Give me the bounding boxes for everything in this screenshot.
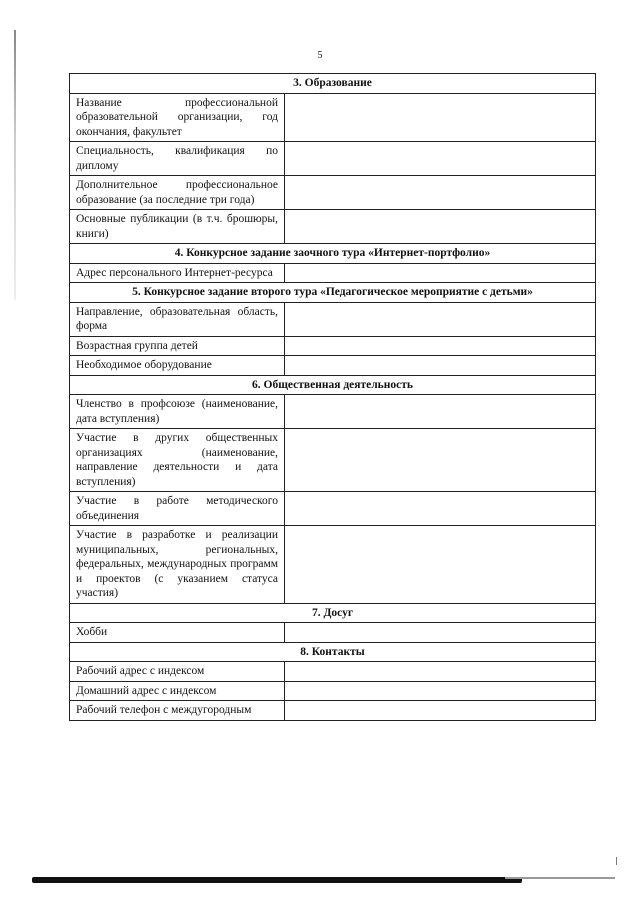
form-row-home-address	[70, 681, 596, 701]
field-label: Участие в других общественных организациях (наименование, направление деятельности и дата вступления)	[70, 429, 285, 492]
scan-border-bar	[32, 877, 522, 883]
form-row-methodological-association	[70, 492, 596, 526]
field-value-cell[interactable]	[285, 176, 596, 210]
field-label: Направление, образовательная область, форма	[70, 302, 285, 336]
scan-speck	[616, 857, 617, 865]
field-value-cell[interactable]	[285, 356, 596, 376]
form-row-equipment	[70, 356, 596, 376]
section-row-internet-portfolio	[70, 244, 596, 264]
form-row-programs-participation	[70, 526, 596, 604]
field-label: Членство в профсоюзе (наименование, дата вступления)	[70, 395, 285, 429]
field-label: Основные публикации (в т.ч. брошюры, книги)	[70, 210, 285, 244]
field-label: Название профессиональной образовательной организации, год окончания, факультет	[70, 93, 285, 142]
section-heading: 6. Общественная деятельность	[70, 375, 596, 395]
scan-border-tail	[505, 877, 615, 879]
field-value-cell[interactable]	[285, 263, 596, 283]
field-value-cell[interactable]	[285, 142, 596, 176]
field-value-cell[interactable]	[285, 302, 596, 336]
section-heading: 3. Образование	[70, 74, 596, 94]
field-value-cell[interactable]	[285, 395, 596, 429]
form-row-work-address	[70, 662, 596, 682]
form-row-additional-education	[70, 176, 596, 210]
field-label: Возрастная группа детей	[70, 336, 285, 356]
field-value-cell[interactable]	[285, 681, 596, 701]
form-row-hobby	[70, 623, 596, 643]
form-row-internet-resource	[70, 263, 596, 283]
field-value-cell[interactable]	[285, 492, 596, 526]
form-row-union-membership	[70, 395, 596, 429]
scan-edge-mark	[14, 30, 16, 300]
field-label: Специальность, квалификация по диплому	[70, 142, 285, 176]
form-row-direction	[70, 302, 596, 336]
form-row-other-organizations	[70, 429, 596, 492]
section-heading: 5. Конкурсное задание второго тура «Педагогическое мероприятие с детьми»	[70, 283, 596, 303]
field-label: Хобби	[70, 623, 285, 643]
section-heading: 8. Контакты	[70, 642, 596, 662]
field-label: Домашний адрес с индексом	[70, 681, 285, 701]
field-value-cell[interactable]	[285, 701, 596, 721]
field-value-cell[interactable]	[285, 210, 596, 244]
form-row-work-phone	[70, 701, 596, 721]
form-row-age-group	[70, 336, 596, 356]
field-label: Необходимое оборудование	[70, 356, 285, 376]
field-label: Рабочий адрес с индексом	[70, 662, 285, 682]
field-value-cell[interactable]	[285, 662, 596, 682]
application-form-table	[69, 73, 596, 721]
form-row-specialty	[70, 142, 596, 176]
field-value-cell[interactable]	[285, 336, 596, 356]
section-heading: 7. Досуг	[70, 603, 596, 623]
section-row-public-activity	[70, 375, 596, 395]
field-value-cell[interactable]	[285, 526, 596, 604]
section-row-contacts	[70, 642, 596, 662]
form-row-institution	[70, 93, 596, 142]
section-heading: 4. Конкурсное задание заочного тура «Интернет-портфолио»	[70, 244, 596, 264]
section-row-second-round	[70, 283, 596, 303]
field-label: Участие в работе методического объединения	[70, 492, 285, 526]
field-value-cell[interactable]	[285, 429, 596, 492]
section-row-education	[70, 74, 596, 94]
field-value-cell[interactable]	[285, 623, 596, 643]
form-row-publications	[70, 210, 596, 244]
section-row-leisure	[70, 603, 596, 623]
page-number: 5	[317, 50, 323, 61]
field-label: Рабочий телефон с междугородным	[70, 701, 285, 721]
field-label: Участие в разработке и реализации муниципальных, региональных, федеральных, международных программ и проектов (с указанием статуса участия)	[70, 526, 285, 604]
field-label: Адрес персонального Интернет-ресурса	[70, 263, 285, 283]
field-label: Дополнительное профессиональное образование (за последние три года)	[70, 176, 285, 210]
field-value-cell[interactable]	[285, 93, 596, 142]
